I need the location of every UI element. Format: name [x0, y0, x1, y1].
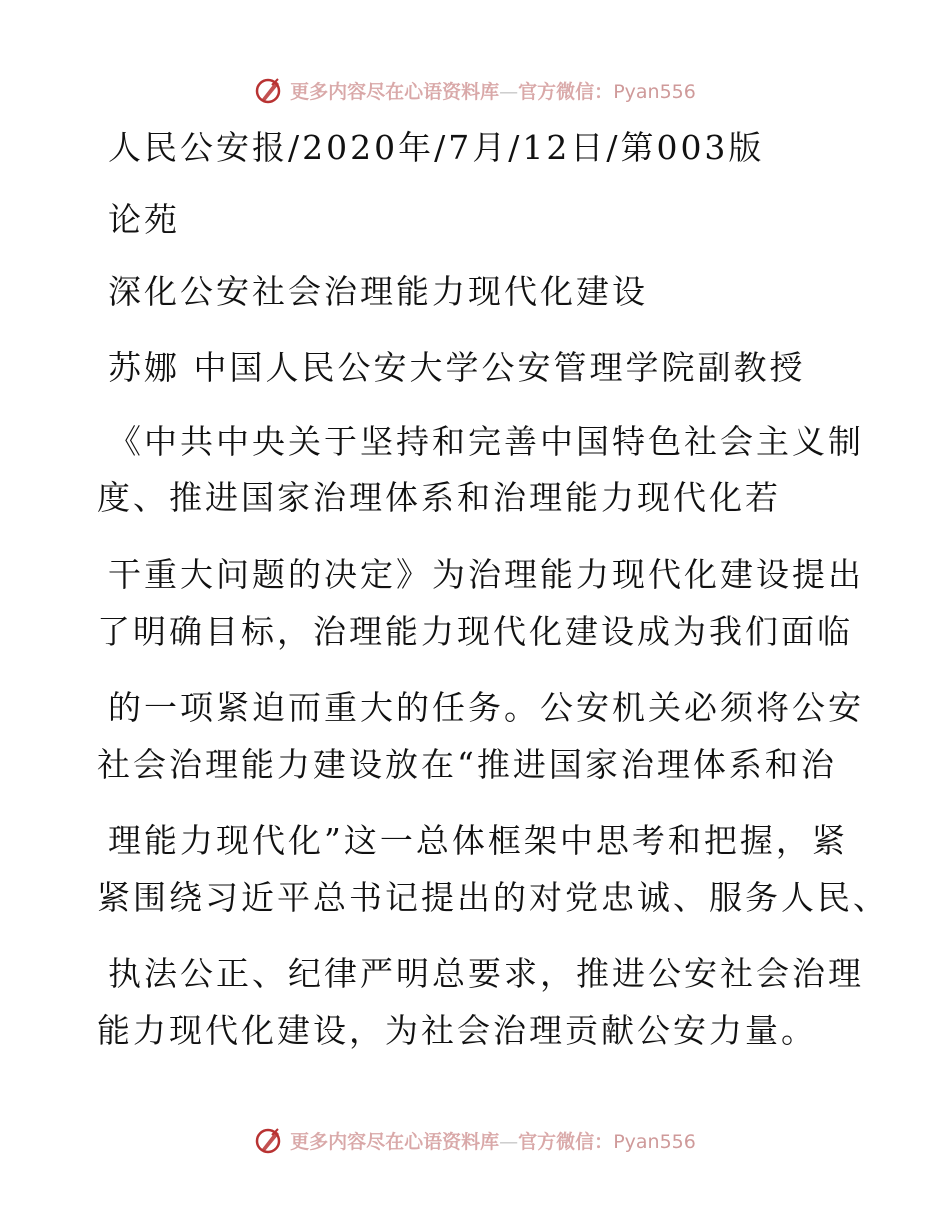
article-title: 深化公安社会治理能力现代化建设: [108, 272, 648, 311]
feather-pen-logo-icon: [254, 75, 284, 105]
body-line: 执法公正、纪律严明总要求，推进公安社会治理: [108, 954, 864, 993]
body-line: 度、推进国家治理体系和治理能力现代化若: [97, 478, 781, 517]
watermark-dash: —: [499, 80, 519, 103]
watermark-wechat-id: Pyan556: [613, 80, 696, 103]
article-column: 论苑: [108, 200, 180, 239]
watermark-main-text: 更多内容尽在心语资料库: [290, 1130, 500, 1153]
watermark-wechat-label: 官方微信：: [518, 80, 614, 103]
watermark-footer: [0, 1120, 950, 1160]
watermark-wechat-id: Pyan556: [613, 1130, 696, 1153]
watermark-header: [0, 70, 950, 110]
article-byline: 苏娜 中国人民公安大学公安管理学院副教授: [108, 348, 806, 387]
body-line: 干重大问题的决定》为治理能力现代化建设提出: [108, 555, 864, 594]
body-line: 了明确目标，治理能力现代化建设成为我们面临: [97, 612, 853, 651]
article-source: 人民公安报/2020年/7月/12日/第003版: [108, 128, 765, 167]
watermark-main-text: 更多内容尽在心语资料库: [290, 80, 500, 103]
feather-pen-logo-icon: [254, 1125, 284, 1155]
watermark-wechat-label: 官方微信：: [518, 1130, 614, 1153]
watermark-dash: —: [499, 1130, 519, 1153]
body-line: 能力现代化建设，为社会治理贡献公安力量。: [97, 1011, 817, 1050]
body-line: 紧围绕习近平总书记提出的对党忠诚、服务人民、: [97, 878, 889, 917]
body-line: 《中共中央关于坚持和完善中国特色社会主义制: [108, 422, 864, 461]
body-line: 理能力现代化”这一总体框架中思考和把握，紧: [108, 821, 848, 860]
body-line: 社会治理能力建设放在“推进国家治理体系和治: [97, 745, 837, 784]
body-line: 的一项紧迫而重大的任务。公安机关必须将公安: [108, 688, 864, 727]
